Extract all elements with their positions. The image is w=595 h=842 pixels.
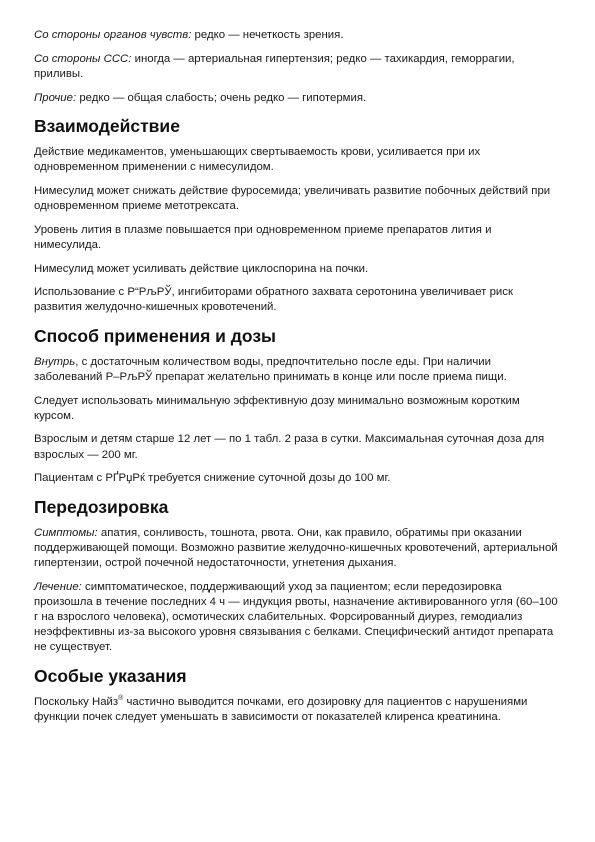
section-title-interaction: Взаимодействие	[34, 115, 180, 136]
interaction-paragraph: Уровень лития в плазме повышается при одновременном приеме препаратов лития и нимесулида.	[34, 223, 492, 251]
section-title-special: Особые указания	[34, 665, 187, 686]
registered-mark: ®	[118, 694, 124, 702]
paragraph-lead: Лечение:	[34, 580, 82, 593]
dosage-paragraph: Взрослым и детям старше 12 лет — по 1 табл. 2 раза в сутки. Максимальная суточная доза для взрослых — 200 мг.	[34, 433, 545, 461]
interaction-paragraph: Использование с Р“РљРЎ, ингибиторами обратного захвата серотонина увеличивает риск развития желудочно-кишечных кровотечений.	[34, 286, 513, 314]
special-paragraph	[34, 695, 561, 725]
paragraph-text: иногда — артериальная гипертензия; редко — тахикардия, геморрагии, приливы.	[34, 52, 515, 80]
paragraph-text: симптоматическое, поддерживающий уход за пациентом; если передозировка произошла в течение последних 4 ч — индукция рвоты, назначение активированного угля (60–100 г на взрослого человека), осмотических слабительных. Форсированный диурез, гемодиализ неэффективны из-за высокого уровня связывания с белками. Специфический антидот препарата не существует.	[34, 580, 558, 654]
overdose-symptoms	[34, 526, 561, 572]
paragraph-lead: Со стороны ССС:	[34, 52, 132, 65]
paragraph-text: частично выводится почками, его дозировку для пациентов с нарушениями функции почек следует уменьшать в зависимости от показателей клиренса креатинина.	[34, 695, 528, 723]
paragraph-text: редко — нечеткость зрения.	[191, 29, 344, 41]
paragraph-text: апатия, сонливость, тошнота, рвота. Они, как правило, обратимы при оказании поддерживающей помощи. Возможно развитие желудочно-кишечных кровотечений, артериальной гипертензии, острой почечной недостаточности, угнетения дыхания.	[34, 526, 558, 569]
paragraph-lead: Симптомы:	[34, 526, 98, 539]
side-effects-cvs	[34, 52, 561, 82]
paragraph-text: редко — общая слабость; очень редко — гипотермия.	[76, 91, 367, 104]
side-effects-other	[34, 91, 561, 106]
interaction-paragraph: Нимесулид может снижать действие фуросемида; увеличивать развитие побочных действий при одновременном приеме метотрексата.	[34, 184, 551, 212]
dosage-paragraph: Следует использовать минимальную эффективную дозу минимально возможным коротким курсом.	[34, 394, 520, 422]
paragraph-lead: Внутрь	[34, 355, 76, 368]
interaction-paragraph: Действие медикаментов, уменьшающих свертываемость крови, усиливается при их одновременном применении с нимесулидом.	[34, 145, 481, 174]
paragraph-text: Поскольку Найз	[34, 695, 119, 708]
paragraph-text: , с достаточным количеством воды, предпочтительно после еды. При наличии заболеваний Р–РљРЎ препарат желательно принимать в конце или после приема пищи.	[34, 355, 507, 383]
section-title-dosage: Способ применения и дозы	[34, 325, 276, 346]
interaction-paragraph: Нимесулид может усиливать действие циклоспорина на почки.	[34, 262, 369, 275]
dosage-paragraph	[34, 355, 561, 385]
paragraph-lead: Со стороны органов чувств:	[34, 29, 192, 41]
side-effects-senses	[34, 28, 561, 43]
section-title-overdose: Передозировка	[34, 496, 169, 517]
paragraph-lead: Прочие:	[34, 91, 77, 104]
overdose-treatment	[34, 580, 561, 656]
dosage-paragraph: Пациентам с РҐРџРќ требуется снижение суточной дозы до 100 мг.	[34, 472, 391, 485]
